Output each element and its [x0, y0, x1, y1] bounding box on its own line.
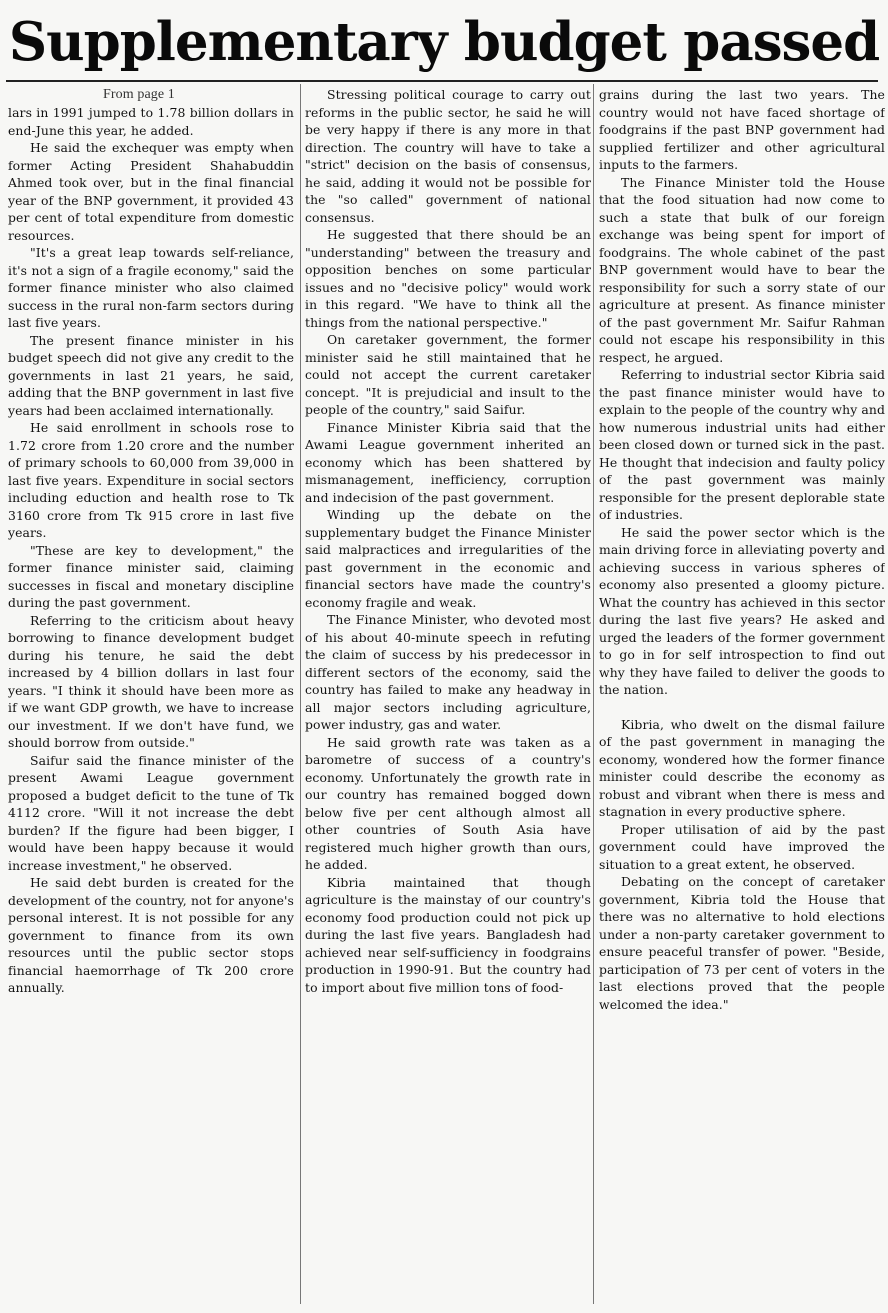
article-column-2 [305, 86, 591, 1301]
headline: Supplementary budget passed [8, 11, 880, 73]
paragraph: lars in 1991 jumped to 1.78 billion dollars in end-June this year, he added. [8, 105, 294, 138]
paragraph: He said enrollment in schools rose to 1.72 crore from 1.20 crore and the number of primary schools to 60,000 from 39,000 in last five years. Expenditure in social sectors including eduction and health rose to Tk 3160 crore from Tk 915 crore in last five years. [8, 420, 294, 540]
paragraph: The present finance minister in his budget speech did not give any credit to the governments in last 21 years, he said, adding that the BNP government in last five years had been acclaimed internationally. [8, 332, 294, 418]
paragraph: grains during the last two years. The country would not have faced shortage of foodgrains if the past BNP government had supplied fertilizer and other agricultural inputs to the farmers. [599, 87, 885, 172]
column-divider [300, 84, 301, 1304]
paragraph: Winding up the debate on the supplementary budget the Finance Minister said malpractices and irregularities of the past government in the economic and financial sectors have made the country's economy fragile and weak. [305, 507, 591, 610]
paragraph: He suggested that there should be an "understanding" between the treasury and opposition benches on some particular issues and no "decisive policy" would work in this regard. "We have to think all the things from the national perspective." [305, 227, 591, 330]
paragraph: Referring to industrial sector Kibria said the past finance minister would have to explain to the people of the country why and how numerous industrial units had either been closed down or turned sick in the past. He thought that indecision and faulty policy of the past government was mainly responsible for the present deplorable state of industries. [599, 367, 885, 522]
article-column-3 [599, 86, 885, 1301]
paragraph: He said growth rate was taken as a barometre of success of a country's economy. Unfortunately the growth rate in our country has remained bogged down below five per cent although almost all other countries of South Asia have registered much higher growth than ours, he added. [305, 734, 591, 872]
paragraph: Referring to the criticism about heavy borrowing to finance development budget during his tenure, he said the debt increased by 4 billion dollars in last four years. "I think it should have been more as if we want GDP growth, we have to increase our investment. If we don't have fund, we should borrow from outside." [8, 612, 294, 750]
paragraph: Stressing political courage to carry out reforms in the public sector, he said he will be very happy if there is any more in that direction. The country will have to take a "strict" decision on the basis of consensus, he said, adding it would not be possible for the "so called" government of national consensus. [305, 87, 591, 225]
paragraph: "It's a great leap towards self-reliance, it's not a sign of a fragile economy," said the former finance minister who also claimed success in the rural non-farm sectors during last five years. [8, 245, 294, 330]
paragraph: Finance Minister Kibria said that the Awami League government inherited an economy which has been shattered by mismanagement, inefficiency, corruption and indecision of the past government. [305, 419, 591, 505]
paragraph: Debating on the concept of caretaker government, Kibria told the House that there was no alternative to hold elections under a non-party caretaker government to ensure peaceful transfer of power. "Beside, participation of 73 per cent of voters in the last elections proved that the people welcomed the idea." [599, 874, 885, 1012]
paragraph: He said the power sector which is the main driving force in alleviating poverty and achieving success in various spheres of economy also presented a gloomy picture. What the country has achieved in this sector during the last five years? He asked and urged the leaders of the former government to go in for self introspection to find out why they have failed to deliver the goods to the nation. [599, 524, 885, 697]
paragraph: Proper utilisation of aid by the past government could have improved the situation to a great extent, he observed. [599, 821, 885, 872]
headline-rule [6, 80, 878, 82]
paragraph: He said debt burden is created for the development of the country, not for anyone's personal interest. It is not possible for any government to finance from its own resources until the public sector stops financial haemorrhage of Tk 200 crore annually. [8, 875, 294, 995]
paragraph: Saifur said the finance minister of the present Awami League government proposed a budget deficit to the tune of Tk 4112 crore. "Will it not increase the debt burden? If the figure had been bigger, I would have been happy because it would increase investment," he observed. [8, 752, 294, 873]
article-column-1 [8, 86, 294, 1301]
paragraph: The Finance Minister told the House that the food situation had now come to such a state that bulk of our foreign exchange was being spent for import of foodgrains. The whole cabinet of the past BNP government would have to bear the responsibility for such a sorry state of our agriculture at present. As finance minister of the past government Mr. Saifur Rahman could not escape his responsibility in this respect, he argued. [599, 174, 885, 365]
paragraph: On caretaker government, the former minister said he still maintained that he could not accept the current caretaker concept. "It is prejudicial and insult to the people of the country," said Saifur. [305, 332, 591, 417]
paragraph: Kibria, who dwelt on the dismal failure of the past government in managing the economy, wondered how the former finance minister could describe the economy as robust and vibrant when there is mess and stagnation in every productive sphere. [599, 716, 885, 819]
paragraph: Kibria maintained that though agriculture is the mainstay of our country's economy food production could not pick up during the last five years. Bangladesh had achieved near self-sufficiency in foodgrains production in 1990-91. But the country had to import about five million tons of food- [305, 874, 591, 995]
continuation-kicker: From page 1 [103, 87, 175, 102]
paragraph: The Finance Minister, who devoted most of his about 40-minute speech in refuting the claim of success by his predecessor in different sectors of the economy, said the country has failed to make any headway in all major sectors including agriculture, power industry, gas and water. [305, 612, 591, 732]
paragraph: He said the exchequer was empty when former Acting President Shahabuddin Ahmed took over, but in the final financial year of the BNP government, it provided 43 per cent of total expenditure from domestic resources. [8, 140, 294, 243]
column-divider [593, 84, 594, 1304]
paragraph: "These are key to development," the former finance minister said, claiming successes in fiscal and monetary discipline during the past government. [8, 542, 294, 610]
